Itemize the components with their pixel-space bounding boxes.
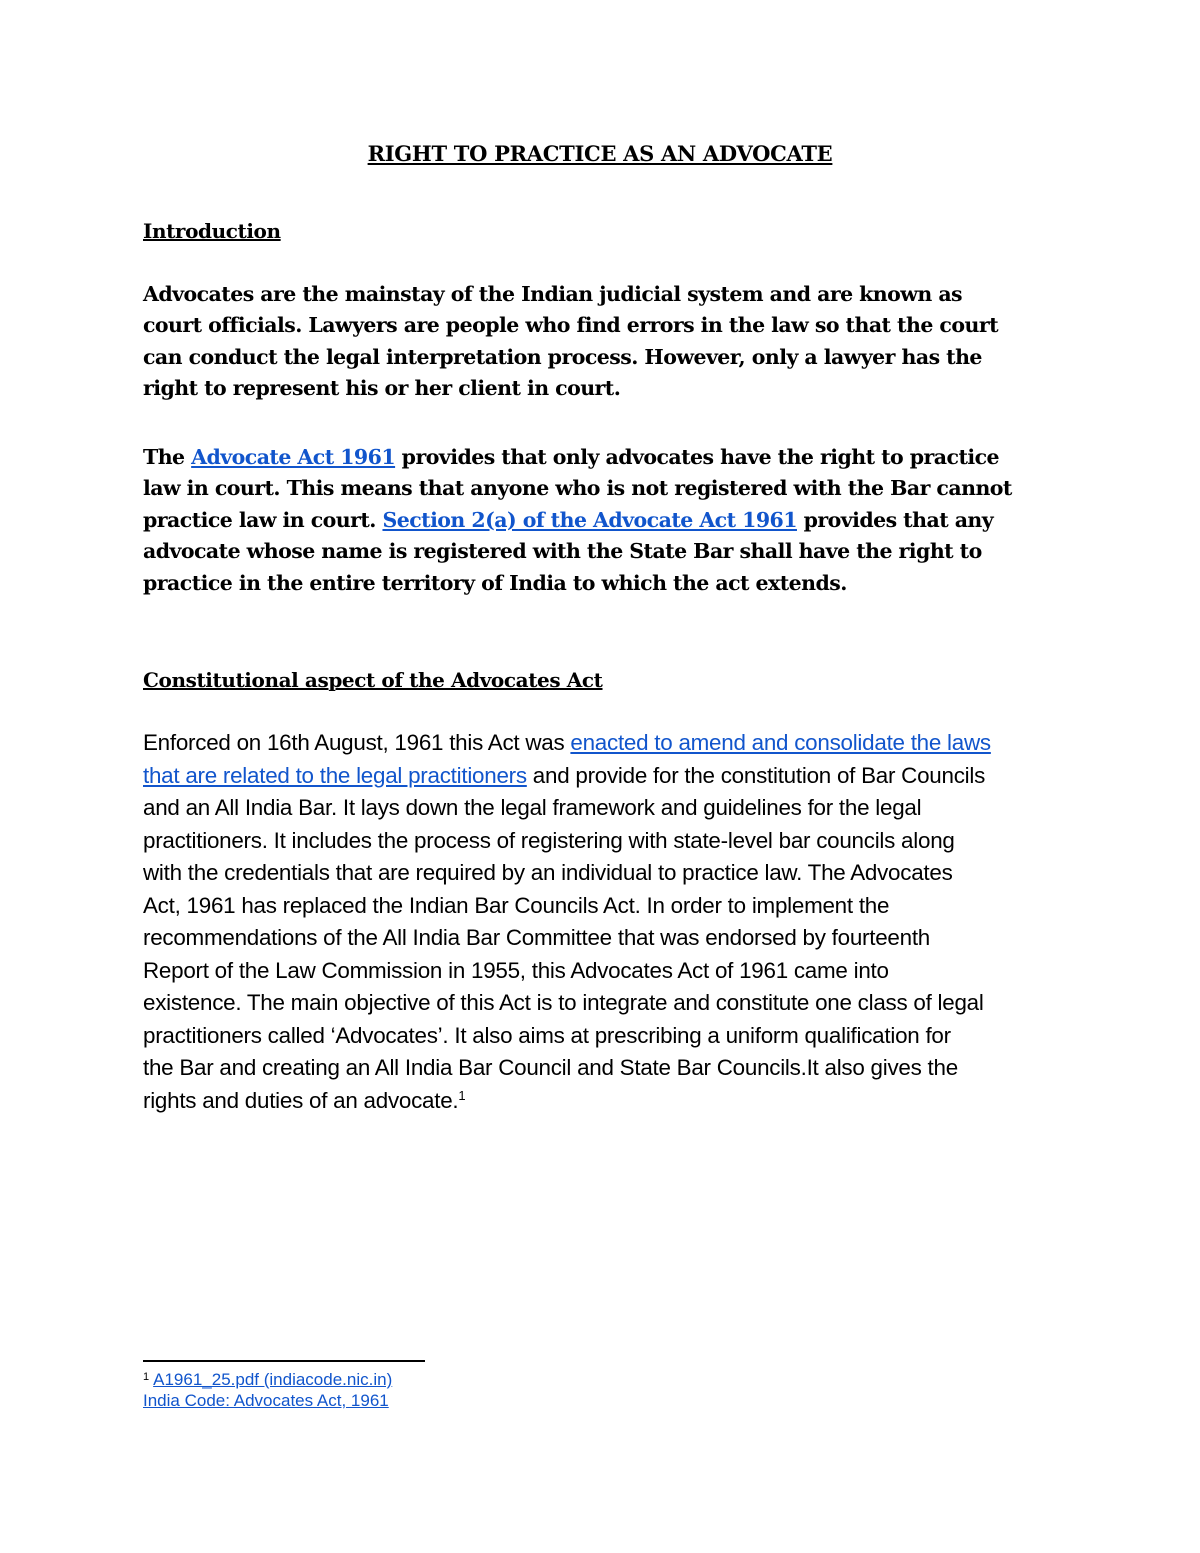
footnote-reference[interactable]: 1 — [458, 1087, 466, 1103]
advocate-act-1961-link[interactable]: Advocate Act 1961 — [191, 445, 396, 469]
india-code-advocates-act-link[interactable]: India Code: Advocates Act, 1961 — [143, 1391, 389, 1410]
legal-practitioners-link[interactable]: that are related to the legal practitioners — [143, 762, 527, 788]
text-segment: provides that only advocates have the right to practice — [395, 445, 1000, 469]
text-line: Advocates are the mainstay of the Indian judicial system and are known as — [143, 282, 963, 306]
text-line: the Bar and creating an All India Bar Council and State Bar Councils.It also gives the — [143, 1055, 958, 1080]
text-line: existence. The main objective of this Act is to integrate and constitute one class of legal — [143, 990, 984, 1015]
footnotes — [143, 1369, 392, 1411]
enacted-to-amend-link[interactable]: enacted to amend and consolidate the laws — [570, 730, 991, 755]
section-heading-constitutional: Constitutional aspect of the Advocates Act — [143, 668, 603, 692]
introduction-paragraph-2 — [143, 442, 1103, 599]
text-segment: provides that any — [796, 507, 994, 532]
text-segment: and provide for the constitution of Bar Councils — [526, 762, 986, 788]
text-segment: The — [143, 445, 192, 469]
text-line: practitioners. It includes the process of registering with state-level bar councils along — [143, 827, 955, 853]
document-title: RIGHT TO PRACTICE AS AN ADVOCATE — [367, 141, 833, 166]
text-line: court officials. Lawyers are people who find errors in the law so that the court — [143, 313, 998, 338]
text-segment: Enforced on 16th August, 1961 this Act was — [143, 730, 571, 755]
section-2a-link[interactable]: Section 2(a) of the Advocate Act 1961 — [382, 507, 797, 532]
introduction-paragraph-1 — [143, 279, 1103, 405]
constitutional-paragraph — [143, 727, 1103, 1117]
text-line: practice in the entire territory of India to which the act extends. — [143, 570, 847, 595]
text-line: practitioners called ‘Advocates’. It also aims at prescribing a uniform qualification for — [143, 1022, 951, 1048]
text-line: Act, 1961 has replaced the Indian Bar Councils Act. In order to implement the — [143, 892, 890, 918]
text-segment: rights and duties of an advocate. — [143, 1087, 459, 1113]
text-line: right to represent his or her client in court. — [143, 376, 621, 401]
indiacode-pdf-link[interactable]: A1961_25.pdf (indiacode.nic.in) — [153, 1370, 393, 1389]
footnote-item — [143, 1390, 392, 1411]
text-line: can conduct the legal interpretation process. However, only a lawyer has the — [143, 344, 982, 369]
text-segment: practice law in court. — [143, 507, 383, 532]
text-line — [143, 505, 1103, 536]
text-line: advocate whose name is registered with the State Bar shall have the right to — [143, 539, 982, 564]
text-line — [143, 727, 1103, 760]
text-line — [143, 760, 1103, 793]
footnote-separator — [143, 1360, 425, 1362]
section-heading-introduction: Introduction — [143, 219, 281, 243]
text-line: recommendations of the All India Bar Committee that was endorsed by fourteenth — [143, 925, 930, 950]
text-line: with the credentials that are required by an individual to practice law. The Advocates — [143, 860, 953, 885]
footnote-number: 1 — [143, 1371, 150, 1383]
text-line — [143, 1085, 1103, 1118]
text-line: and an All India Bar. It lays down the legal framework and guidelines for the legal — [143, 795, 922, 820]
text-line: Report of the Law Commission in 1955, this Advocates Act of 1961 came into — [143, 957, 889, 983]
text-line: law in court. This means that anyone who is not registered with the Bar cannot — [143, 476, 1012, 501]
text-line — [143, 442, 1103, 473]
footnote-item — [143, 1369, 392, 1390]
